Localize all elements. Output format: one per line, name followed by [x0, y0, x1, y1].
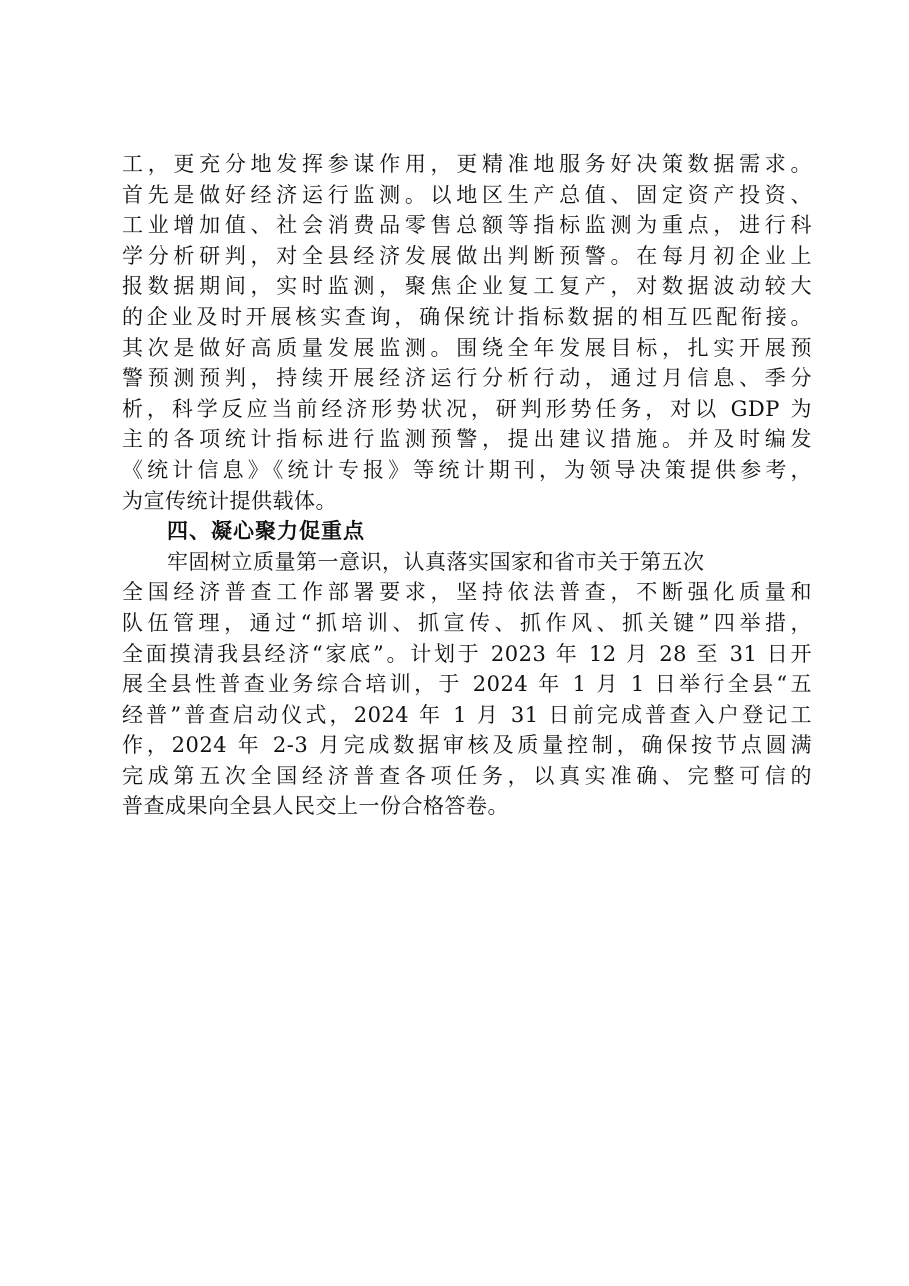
paragraph-line: 主的各项统计指标进行监测预警，提出建议措施。并及时编发 — [122, 427, 812, 452]
document-body — [122, 149, 812, 822]
paragraph-line: 警预测预判，持续开展经济运行分析行动，通过月信息、季分 — [122, 366, 812, 391]
paragraph-line: 的企业及时开展核实查询，确保统计指标数据的相互匹配衔接。 — [122, 304, 812, 329]
paragraph-line: 析，科学反应当前经济形势状况，研判形势任务，对以 GDP 为 — [122, 396, 812, 421]
paragraph-line: 工，更充分地发挥参谋作用，更精准地服务好决策数据需求。 — [122, 152, 812, 176]
paragraph-line: 其次是做好高质量发展监测。围绕全年发展目标，扎实开展预 — [122, 335, 812, 360]
paragraph-line: 全面摸清我县经济“家底”。计划于 2023 年 12 月 28 至 31 日开 — [122, 641, 812, 666]
paragraph-line: 报数据期间，实时监测，聚焦企业复工复产，对数据波动较大 — [122, 274, 812, 299]
paragraph-line: 《统计信息》《统计专报》等统计期刊，为领导决策提供参考， — [122, 457, 812, 482]
paragraph-line: 工业增加值、社会消费品零售总额等指标监测为重点，进行科 — [122, 213, 812, 238]
paragraph-line: 学分析研判，对全县经济发展做出判断预警。在每月初企业上 — [122, 243, 812, 268]
paragraph-line: 为宣传统计提供载体。 — [122, 488, 337, 513]
section-heading: 四、凝心聚力促重点 — [167, 519, 365, 544]
paragraph-line: 展全县性普查业务综合培训，于 2024 年 1 月 1 日举行全县“五 — [122, 672, 812, 697]
paragraph-line: 队伍管理，通过“抓培训、抓宣传、抓作风、抓关键”四举措， — [122, 610, 812, 635]
paragraph-line: 完成第五次全国经济普查各项任务，以真实准确、完整可信的 — [122, 763, 812, 788]
paragraph-line: 普查成果向全县人民交上一份合格答卷。 — [122, 794, 509, 819]
paragraph-line: 经普”普查启动仪式，2024 年 1 月 31 日前完成普查入户登记工 — [122, 702, 812, 727]
paragraph-line: 牢固树立质量第一意识，认真落实国家和省市关于第五次 — [167, 549, 705, 574]
paragraph-line: 首先是做好经济运行监测。以地区生产总值、固定资产投资、 — [122, 182, 812, 207]
paragraph-line: 全国经济普查工作部署要求，坚持依法普查，不断强化质量和 — [122, 580, 812, 605]
paragraph-line: 作，2024 年 2-3 月完成数据审核及质量控制，确保按节点圆满 — [122, 733, 812, 758]
